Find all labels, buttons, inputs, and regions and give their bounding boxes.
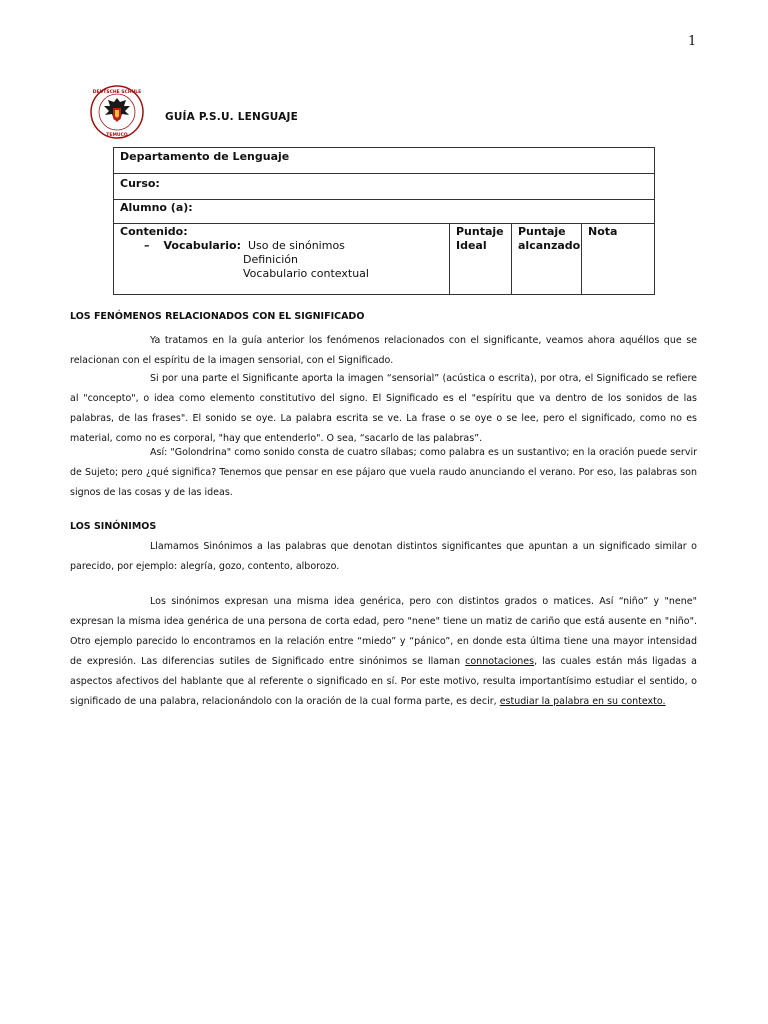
school-logo (88, 84, 146, 140)
content-cell (114, 224, 450, 294)
student-label: Alumno (a): (120, 201, 193, 214)
vocabulary-line (144, 239, 345, 253)
grade-cell[interactable] (582, 224, 654, 294)
paragraph: Llamamos Sinónimos a las palabras que denotan distintos significantes que apuntan a un significado similar o parecido, por ejemplo: alegría, gozo, contento, alborozo. (70, 541, 697, 572)
achieved-score-cell[interactable] (512, 224, 582, 294)
content-score-row (114, 224, 654, 294)
paragraph-text: , las cuales están más ligadas a aspectos afectivos del hablante que al referente o significado en sí. Por este motivo, resulta importantísimo estudiar el sentido, o significado de una palabra, relacionándolo con la oración de la cual forma parte, es decir, (70, 656, 697, 707)
section-title: LOS FENÓMENOS RELACIONADOS CON EL SIGNIFICADO (70, 311, 365, 322)
vocabulary-label: Vocabulario: (163, 239, 241, 252)
course-label: Curso: (120, 177, 160, 190)
paragraph (70, 592, 697, 712)
vocabulary-item: Vocabulario contextual (243, 267, 369, 280)
grade-label: Nota (588, 225, 618, 238)
department-label: Departamento de Lenguaje (120, 150, 290, 163)
vocabulary-item: Definición (243, 253, 298, 266)
student-info-box (113, 147, 655, 295)
paragraph-text: Los sinónimos expresan una misma idea genérica, pero con distintos grados o matices. Así “niño” y "nene" expresan la misma idea genérica de una persona de corta edad, pero "nene" tiene un matiz de cariño que está ausente en "niño". Otro ejemplo parecido lo encontramos en la relación entre “miedo” y “pánico”, en donde esta última tiene una mayor intensidad de expresión. Las diferencias sutiles de Significado entre sinónimos se llaman (70, 596, 697, 667)
logo-text-top: DEUTSCHE SCHULE (92, 90, 142, 95)
ideal-score-cell (450, 224, 512, 294)
course-row[interactable] (114, 174, 654, 200)
guide-title: GUÍA P.S.U. LENGUAJE (165, 111, 298, 123)
content-label: Contenido: (120, 225, 188, 238)
department-row (114, 148, 654, 174)
ideal-score-label: Puntaje Ideal (456, 225, 504, 252)
underlined-term: connotaciones (465, 656, 535, 667)
achieved-score-label: Puntaje alcanzado (518, 225, 581, 252)
vocabulary-item: Uso de sinónimos (247, 239, 345, 252)
page-number: 1 (688, 34, 697, 49)
paragraph: Si por una parte el Significante aporta la imagen “sensorial” (acústica o escrita), por otra, el Significado se refiere al "concepto", o idea como elemento constitutivo del signo. El Significado es el "espíritu que va dentro de los sonidos de las palabras, de las frases". El sonido se oye. La palabra escrita se ve. La frase o se oye o se lee, pero el significado, como no es material, como no es corporal, "hay que entenderlo". O sea, “sacarlo de las palabras”. (70, 373, 697, 444)
section-title: LOS SINÓNIMOS (70, 521, 157, 532)
underlined-phrase: estudiar la palabra en su contexto. (499, 696, 666, 707)
student-row[interactable] (114, 200, 654, 224)
paragraph: Así: "Golondrina" como sonido consta de cuatro sílabas; como palabra es un sustantivo; en la oración puede servir de Sujeto; pero ¿qué significa? Tenemos que pensar en ese pájaro que vuela raudo anunciando el verano. Por eso, las palabras son signos de las cosas y de las ideas. (70, 447, 697, 498)
paragraph: Ya tratamos en la guía anterior los fenómenos relacionados con el significante, veamos ahora aquéllos que se relacionan con el espíritu de la imagen sensorial, con el Significado. (70, 335, 697, 366)
logo-text-bottom: TEMUCO (106, 133, 128, 138)
vocabulary-dash: – (144, 239, 150, 252)
